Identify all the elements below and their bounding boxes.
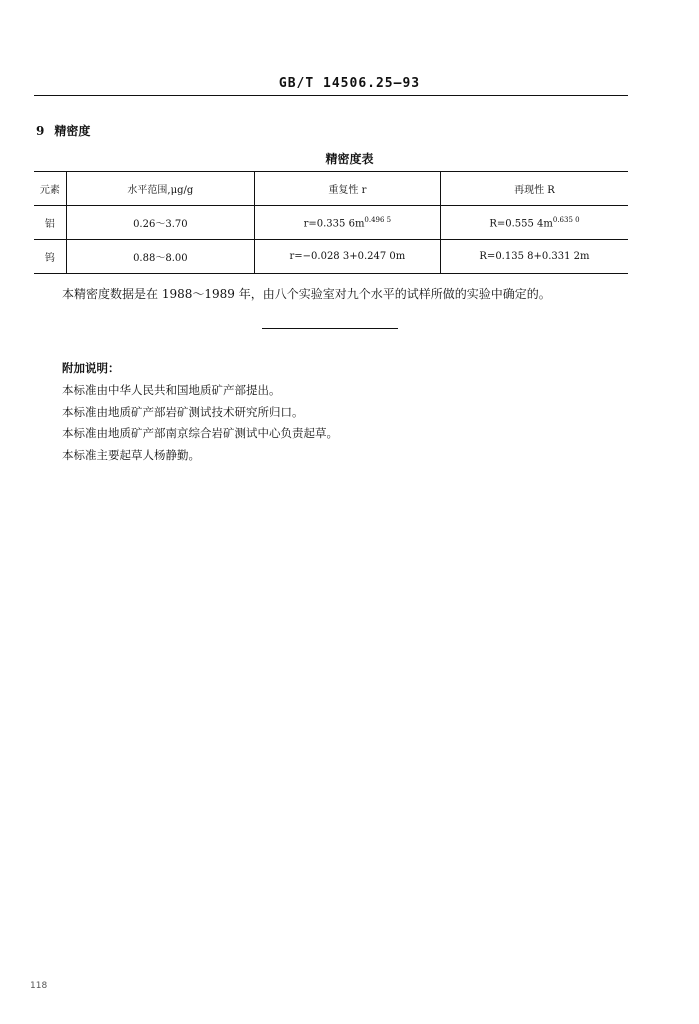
cell-element: 铝	[34, 206, 66, 240]
cell-range: 0.26～3.70	[66, 206, 254, 240]
appendix-line: 本标准由中华人民共和国地质矿产部提出。	[62, 383, 281, 397]
page-number: 118	[30, 981, 48, 991]
section-title: 精密度	[54, 124, 91, 138]
column-header-reproducibility: 再现性 R	[440, 172, 628, 206]
precision-note: 本精密度数据是在 1988～1989 年，由八个实验室对九个水平的试样所做的实验中确定的。	[62, 287, 551, 301]
cell-range: 0.88～8.00	[66, 240, 254, 274]
end-divider	[262, 328, 398, 329]
reproducibility-exponent: 0.635 0	[552, 215, 580, 224]
column-header-element: 元素	[34, 172, 66, 206]
cell-reproducibility	[440, 206, 628, 240]
column-header-range: 水平范围,μg/g	[66, 172, 254, 206]
repeatability-formula: r=0.335 6m	[303, 218, 365, 230]
appendix-title: 附加说明：	[62, 361, 120, 375]
section-heading	[36, 122, 90, 139]
reproducibility-formula: R=0.555 4m	[489, 218, 553, 230]
table-row	[34, 206, 628, 240]
table-header-row	[34, 172, 628, 206]
cell-reproducibility: R=0.135 8+0.331 2m	[440, 240, 628, 274]
table-title: 精密度表	[325, 152, 374, 166]
table-row	[34, 240, 628, 274]
header-divider	[34, 95, 628, 96]
appendix-line: 本标准由地质矿产部南京综合岩矿测试中心负责起草。	[62, 426, 338, 440]
repeatability-exponent: 0.496 5	[364, 215, 392, 224]
appendix-line: 本标准主要起草人杨静勤。	[62, 447, 200, 462]
section-number: 9	[36, 124, 45, 138]
appendix-lines	[62, 380, 338, 466]
column-header-repeatability: 重复性 r	[254, 172, 440, 206]
precision-table	[34, 171, 628, 274]
cell-element: 钨	[34, 240, 66, 274]
cell-repeatability: r=−0.028 3+0.247 0m	[254, 240, 440, 274]
standard-code: GB/T 14506.25—93	[278, 76, 421, 91]
cell-repeatability	[254, 206, 440, 240]
appendix-line: 本标准由地质矿产部岩矿测试技术研究所归口。	[62, 404, 304, 419]
